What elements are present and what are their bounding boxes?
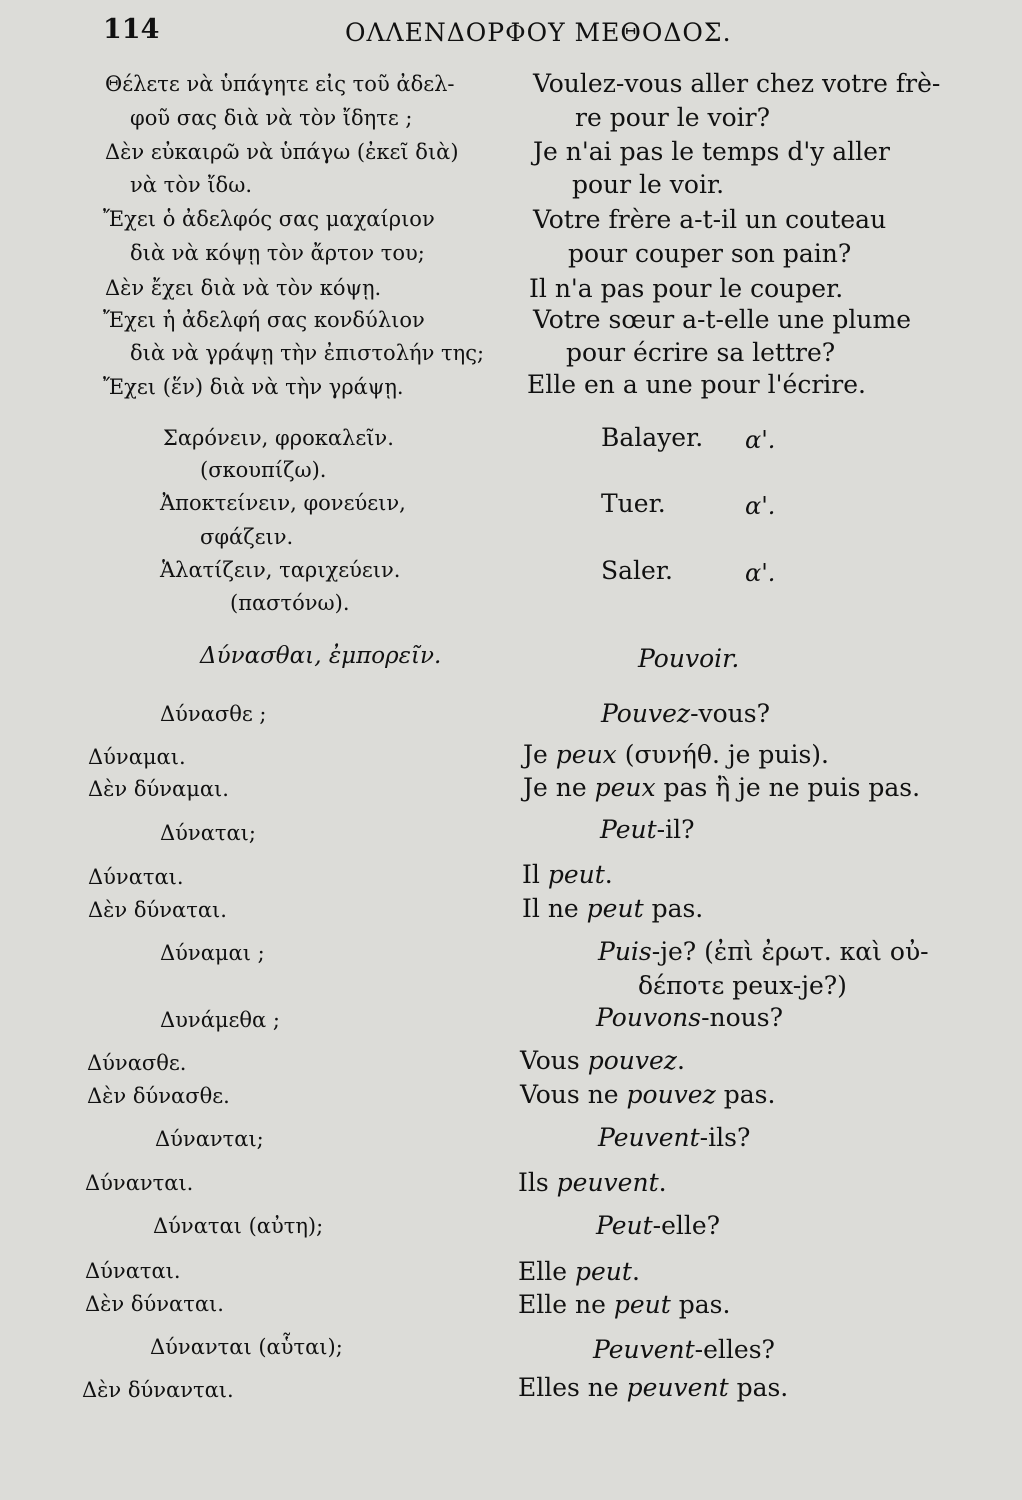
vocab-greek: Ἀποκτείνειν, φονεύειν, bbox=[160, 491, 406, 515]
french-text: Je ne bbox=[523, 773, 595, 802]
running-title: ΟΛΛΕΝΔΟΡΦΟΥ ΜΕΘΟΔΟΣ. bbox=[345, 18, 732, 47]
verb-form: peuvent bbox=[626, 1373, 729, 1402]
french-line: Elle en a une pour l'écrire. bbox=[527, 370, 866, 399]
conj-greek-line: Δύνασθε ; bbox=[160, 702, 267, 726]
verb-form: pouvez bbox=[626, 1080, 716, 1109]
verb-form: pouvez bbox=[587, 1046, 677, 1075]
conj-greek-line: Δύνανται (αὗται); bbox=[150, 1335, 343, 1359]
conj-greek-line: Δύνανται. bbox=[85, 1171, 194, 1195]
vocab-greek: σφάζειν. bbox=[200, 525, 294, 549]
french-line: Voulez-vous aller chez votre frè- bbox=[533, 69, 941, 98]
vocab-greek: (παστόνω). bbox=[230, 591, 350, 615]
greek-line: Θέλετε νὰ ὑπάγητε εἰς τοῦ ἀδελ- bbox=[105, 72, 455, 96]
conj-french-line bbox=[598, 1124, 750, 1152]
conj-french-line bbox=[601, 700, 770, 728]
conj-greek-line: Δὲν δύναται. bbox=[88, 898, 227, 922]
conj-french-line bbox=[596, 1212, 720, 1240]
conj-french-line bbox=[522, 861, 613, 889]
conj-french-line bbox=[600, 816, 694, 844]
section-heading-french: Pouvoir. bbox=[638, 644, 740, 673]
greek-line: διὰ νὰ γράψῃ τὴν ἐπιστολήν της; bbox=[130, 341, 485, 365]
verb-form: Peuvent bbox=[598, 1123, 700, 1152]
conj-greek-line: Δὲν δύναται. bbox=[85, 1292, 224, 1316]
greek-line: φοῦ σας διὰ νὰ τὸν ἴδητε ; bbox=[130, 106, 413, 130]
conj-greek-line: Δύναμαι. bbox=[88, 745, 186, 769]
french-text: pas. bbox=[670, 1290, 731, 1319]
greek-line: Ἔχει (ἕν) διὰ νὰ τὴν γράψῃ. bbox=[103, 375, 404, 399]
verb-form: peut bbox=[586, 894, 644, 923]
vocab-french: Balayer. bbox=[601, 423, 704, 452]
vocab-greek: (σκουπίζω). bbox=[200, 458, 327, 482]
french-line: Il n'a pas pour le couper. bbox=[529, 274, 844, 303]
page-number: 114 bbox=[103, 14, 160, 45]
french-text: . bbox=[676, 1046, 685, 1075]
greek-line: Δὲν ἔχει διὰ νὰ τὸν κόψῃ. bbox=[105, 276, 382, 300]
french-text: Elle bbox=[518, 1257, 575, 1286]
french-text: pas ἢ je ne puis pas. bbox=[655, 773, 921, 802]
french-text: Vous bbox=[520, 1046, 588, 1075]
french-text: -ils? bbox=[699, 1123, 751, 1152]
vocab-greek: Σαρόνειν, φροκαλεῖν. bbox=[163, 426, 394, 450]
section-heading-greek: Δύνασθαι, ἐμπορεῖν. bbox=[200, 643, 442, 669]
french-text: -il? bbox=[656, 815, 695, 844]
verb-form: peut bbox=[574, 1257, 632, 1286]
conj-greek-line: Δὲν δύνανται. bbox=[82, 1378, 234, 1402]
french-text: Elles ne bbox=[518, 1373, 627, 1402]
conj-greek-line: Δυνάμεθα ; bbox=[160, 1008, 280, 1032]
verb-form: Peut bbox=[596, 1211, 653, 1240]
verb-form: peux bbox=[555, 740, 617, 769]
french-text: Il bbox=[522, 860, 548, 889]
conj-greek-line: Δύναται. bbox=[85, 1259, 181, 1283]
greek-line: Δὲν εὐκαιρῶ νὰ ὑπάγω (ἐκεῖ διὰ) bbox=[105, 140, 459, 164]
conj-greek-line: Δὲν δύνασθε. bbox=[87, 1084, 230, 1108]
conj-greek-line: Δύναται; bbox=[160, 821, 256, 845]
verb-form: peut bbox=[547, 860, 605, 889]
conj-greek-line: Δύναται (αὐτη); bbox=[153, 1214, 324, 1238]
conj-french-line bbox=[518, 1258, 640, 1286]
conj-greek-line: Δύνανται; bbox=[155, 1127, 264, 1151]
conj-greek-line: Δύναται. bbox=[88, 865, 184, 889]
verb-form: Pouvez bbox=[601, 699, 691, 728]
french-text: -elle? bbox=[652, 1211, 721, 1240]
verb-form: peut bbox=[613, 1290, 671, 1319]
french-text: -je? (ἐπὶ ἐρωτ. καὶ οὐ- bbox=[651, 937, 929, 966]
french-text: Je bbox=[523, 740, 556, 769]
french-text: -nous? bbox=[701, 1003, 784, 1032]
verb-form: peux bbox=[594, 773, 656, 802]
french-line: Je n'ai pas le temps d'y aller bbox=[533, 137, 890, 166]
conj-greek-line: Δύνασθε. bbox=[87, 1051, 187, 1075]
french-text: pas. bbox=[643, 894, 704, 923]
greek-line: Ἔχει ὁ ἀδελφός σας μαχαίριον bbox=[103, 207, 435, 231]
conj-french-line bbox=[520, 1047, 685, 1075]
conj-french-line bbox=[596, 1004, 783, 1032]
french-line: pour couper son pain? bbox=[568, 239, 852, 268]
french-text: pas. bbox=[715, 1080, 776, 1109]
conj-greek-line: Δύναμαι ; bbox=[160, 941, 265, 965]
conj-french-line: δέποτε peux-je?) bbox=[638, 971, 847, 1000]
french-text: Ils bbox=[518, 1168, 557, 1197]
conj-french-line bbox=[523, 774, 920, 802]
conj-french-line bbox=[518, 1374, 788, 1402]
greek-line: Ἔχει ἡ ἀδελφή σας κονδύλιον bbox=[103, 308, 425, 332]
vocab-mark: α'. bbox=[745, 426, 776, 454]
vocab-french: Saler. bbox=[601, 556, 673, 585]
french-text: -elles? bbox=[694, 1335, 775, 1364]
french-text: -vous? bbox=[690, 699, 771, 728]
conj-french-line bbox=[520, 1081, 775, 1109]
french-text: Il ne bbox=[522, 894, 587, 923]
french-text: . bbox=[631, 1257, 640, 1286]
french-text: . bbox=[604, 860, 613, 889]
conj-french-line bbox=[518, 1291, 730, 1319]
french-text: Vous ne bbox=[520, 1080, 627, 1109]
vocab-mark: α'. bbox=[745, 559, 776, 587]
french-text: (συνήθ. je puis). bbox=[616, 740, 829, 769]
french-text: . bbox=[658, 1168, 667, 1197]
french-line: pour le voir. bbox=[572, 170, 725, 199]
verb-form: Peuvent bbox=[593, 1335, 695, 1364]
conj-french-line bbox=[522, 895, 703, 923]
verb-form: Pouvons bbox=[596, 1003, 702, 1032]
conj-french-line bbox=[598, 938, 929, 966]
verb-form: peuvent bbox=[556, 1168, 659, 1197]
greek-line: νὰ τὸν ἴδω. bbox=[130, 173, 253, 197]
conj-french-line bbox=[523, 741, 829, 769]
conj-french-line bbox=[593, 1336, 775, 1364]
greek-line: διὰ νὰ κόψῃ τὸν ἄρτον του; bbox=[130, 241, 425, 265]
french-text: Elle ne bbox=[518, 1290, 614, 1319]
page-header bbox=[0, 12, 1022, 52]
vocab-mark: α'. bbox=[745, 492, 776, 520]
french-line: pour écrire sa lettre? bbox=[566, 338, 836, 367]
vocab-greek: Ἁλατίζειν, ταριχεύειν. bbox=[160, 558, 401, 582]
verb-form: Puis bbox=[598, 937, 652, 966]
french-text: pas. bbox=[728, 1373, 789, 1402]
verb-form: Peut bbox=[600, 815, 657, 844]
conj-french-line bbox=[518, 1169, 667, 1197]
french-line bbox=[575, 104, 770, 132]
french-text: re pour le voir? bbox=[575, 103, 771, 132]
french-line: Votre frère a-t-il un couteau bbox=[533, 205, 887, 234]
french-line: Votre sœur a-t-elle une plume bbox=[533, 305, 912, 334]
vocab-french: Tuer. bbox=[601, 489, 666, 518]
conj-greek-line: Δὲν δύναμαι. bbox=[88, 777, 229, 801]
